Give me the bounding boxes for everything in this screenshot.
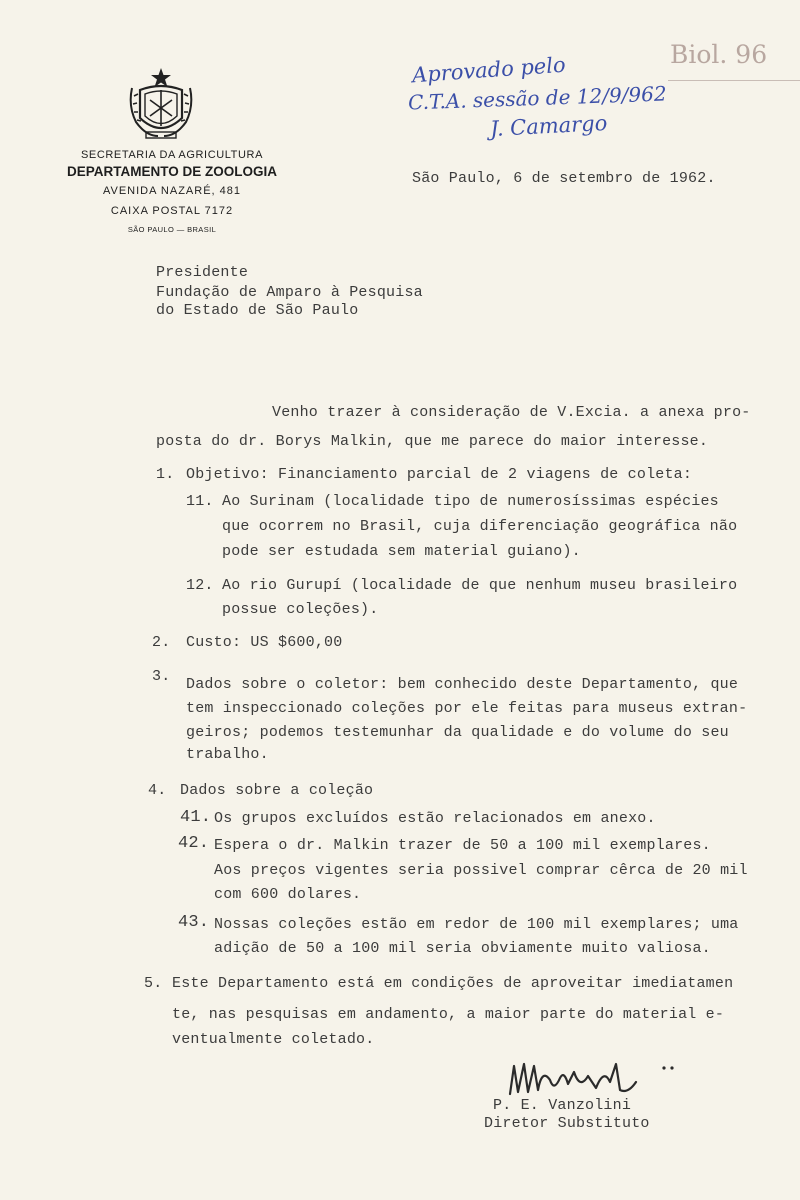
pencil-rule — [668, 80, 800, 81]
item-3-line1: Dados sobre o coletor: bem conhecido deste Departamento, que — [186, 676, 739, 693]
signatory-name: P. E. Vanzolini — [493, 1097, 632, 1114]
item-3-line2: tem inspeccionado coleções por ele feitas para museus extran- — [186, 700, 748, 717]
letterhead-departamento: DEPARTAMENTO DE ZOOLOGIA — [66, 164, 277, 179]
archive-code: Biol. 96 — [670, 40, 768, 69]
handwritten-signature-icon — [504, 1058, 684, 1102]
item-42-number: 42. — [178, 834, 210, 853]
letter-date: São Paulo, 6 de setembro de 1962. — [412, 170, 716, 187]
handwritten-approval-signature: J. Camargo — [489, 110, 608, 142]
recipient-line1: Presidente — [156, 264, 249, 281]
item-12-line2: possue coleções). — [222, 601, 379, 618]
letterhead-secretaria: SECRETARIA DA AGRICULTURA — [80, 149, 264, 161]
item-2-number: 2. — [152, 634, 171, 651]
letterhead-city: SÃO PAULO — BRASIL — [127, 225, 217, 234]
recipient-line3: do Estado de São Paulo — [156, 302, 359, 319]
item-4-text: Dados sobre a coleção — [180, 782, 374, 799]
item-3-line3: geiros; podemos testemunhar da qualidade e do volume do seu — [186, 724, 729, 741]
intro-line1: Venho trazer à consideração de V.Excia. a anexa pro- — [272, 404, 751, 421]
signatory-title: Diretor Substituto — [484, 1115, 650, 1132]
item-5-line1: Este Departamento está em condições de aproveitar imediatamen — [172, 975, 734, 992]
item-12-line1: Ao rio Gurupí (localidade de que nenhum museu brasileiro — [222, 577, 738, 594]
item-43-number: 43. — [178, 913, 210, 932]
item-4-number: 4. — [148, 782, 167, 799]
coat-of-arms-icon — [128, 66, 194, 142]
item-3-line4: trabalho. — [186, 746, 269, 763]
item-2-text: Custo: US $600,00 — [186, 634, 343, 651]
intro-line2: posta do dr. Borys Malkin, que me parece do maior interesse. — [156, 433, 709, 450]
handwritten-approval-line1: Aprovado pelo — [411, 52, 567, 88]
recipient-line2: Fundação de Amparo à Pesquisa — [156, 284, 423, 301]
item-42-line2: Aos preços vigentes seria possivel comprar cêrca de 20 mil — [214, 862, 748, 879]
item-1-text: Objetivo: Financiamento parcial de 2 viagens de coleta: — [186, 466, 693, 483]
letterhead-address: AVENIDA NAZARÉ, 481 — [102, 185, 241, 197]
item-1-number: 1. — [156, 466, 175, 483]
item-11-number: 11. — [186, 493, 214, 510]
item-11-line1: Ao Surinam (localidade tipo de numerosíssimas espécies — [222, 493, 719, 510]
item-42-line1: Espera o dr. Malkin trazer de 50 a 100 mil exemplares. — [214, 837, 711, 854]
item-3-number: 3. — [152, 668, 171, 685]
item-12-number: 12. — [186, 577, 214, 594]
item-11-line3: pode ser estudada sem material guiano). — [222, 543, 581, 560]
handwritten-approval-line2: C.T.A. sessão de 12/9/962 — [407, 81, 667, 115]
item-42-line3: com 600 dolares. — [214, 886, 362, 903]
item-5-number: 5. — [144, 975, 163, 992]
item-41-text: Os grupos excluídos estão relacionados em anexo. — [214, 810, 656, 827]
letterhead-po-box: CAIXA POSTAL 7172 — [110, 205, 234, 217]
item-5-line3: ventualmente coletado. — [172, 1031, 375, 1048]
item-11-line2: que ocorrem no Brasil, cuja diferenciação geográfica não — [222, 518, 738, 535]
item-43-line2: adição de 50 a 100 mil seria obviamente muito valiosa. — [214, 940, 711, 957]
item-41-number: 41. — [180, 808, 212, 827]
item-5-line2: te, nas pesquisas em andamento, a maior parte do material e- — [172, 1006, 725, 1023]
item-43-line1: Nossas coleções estão em redor de 100 mil exemplares; uma — [214, 916, 739, 933]
